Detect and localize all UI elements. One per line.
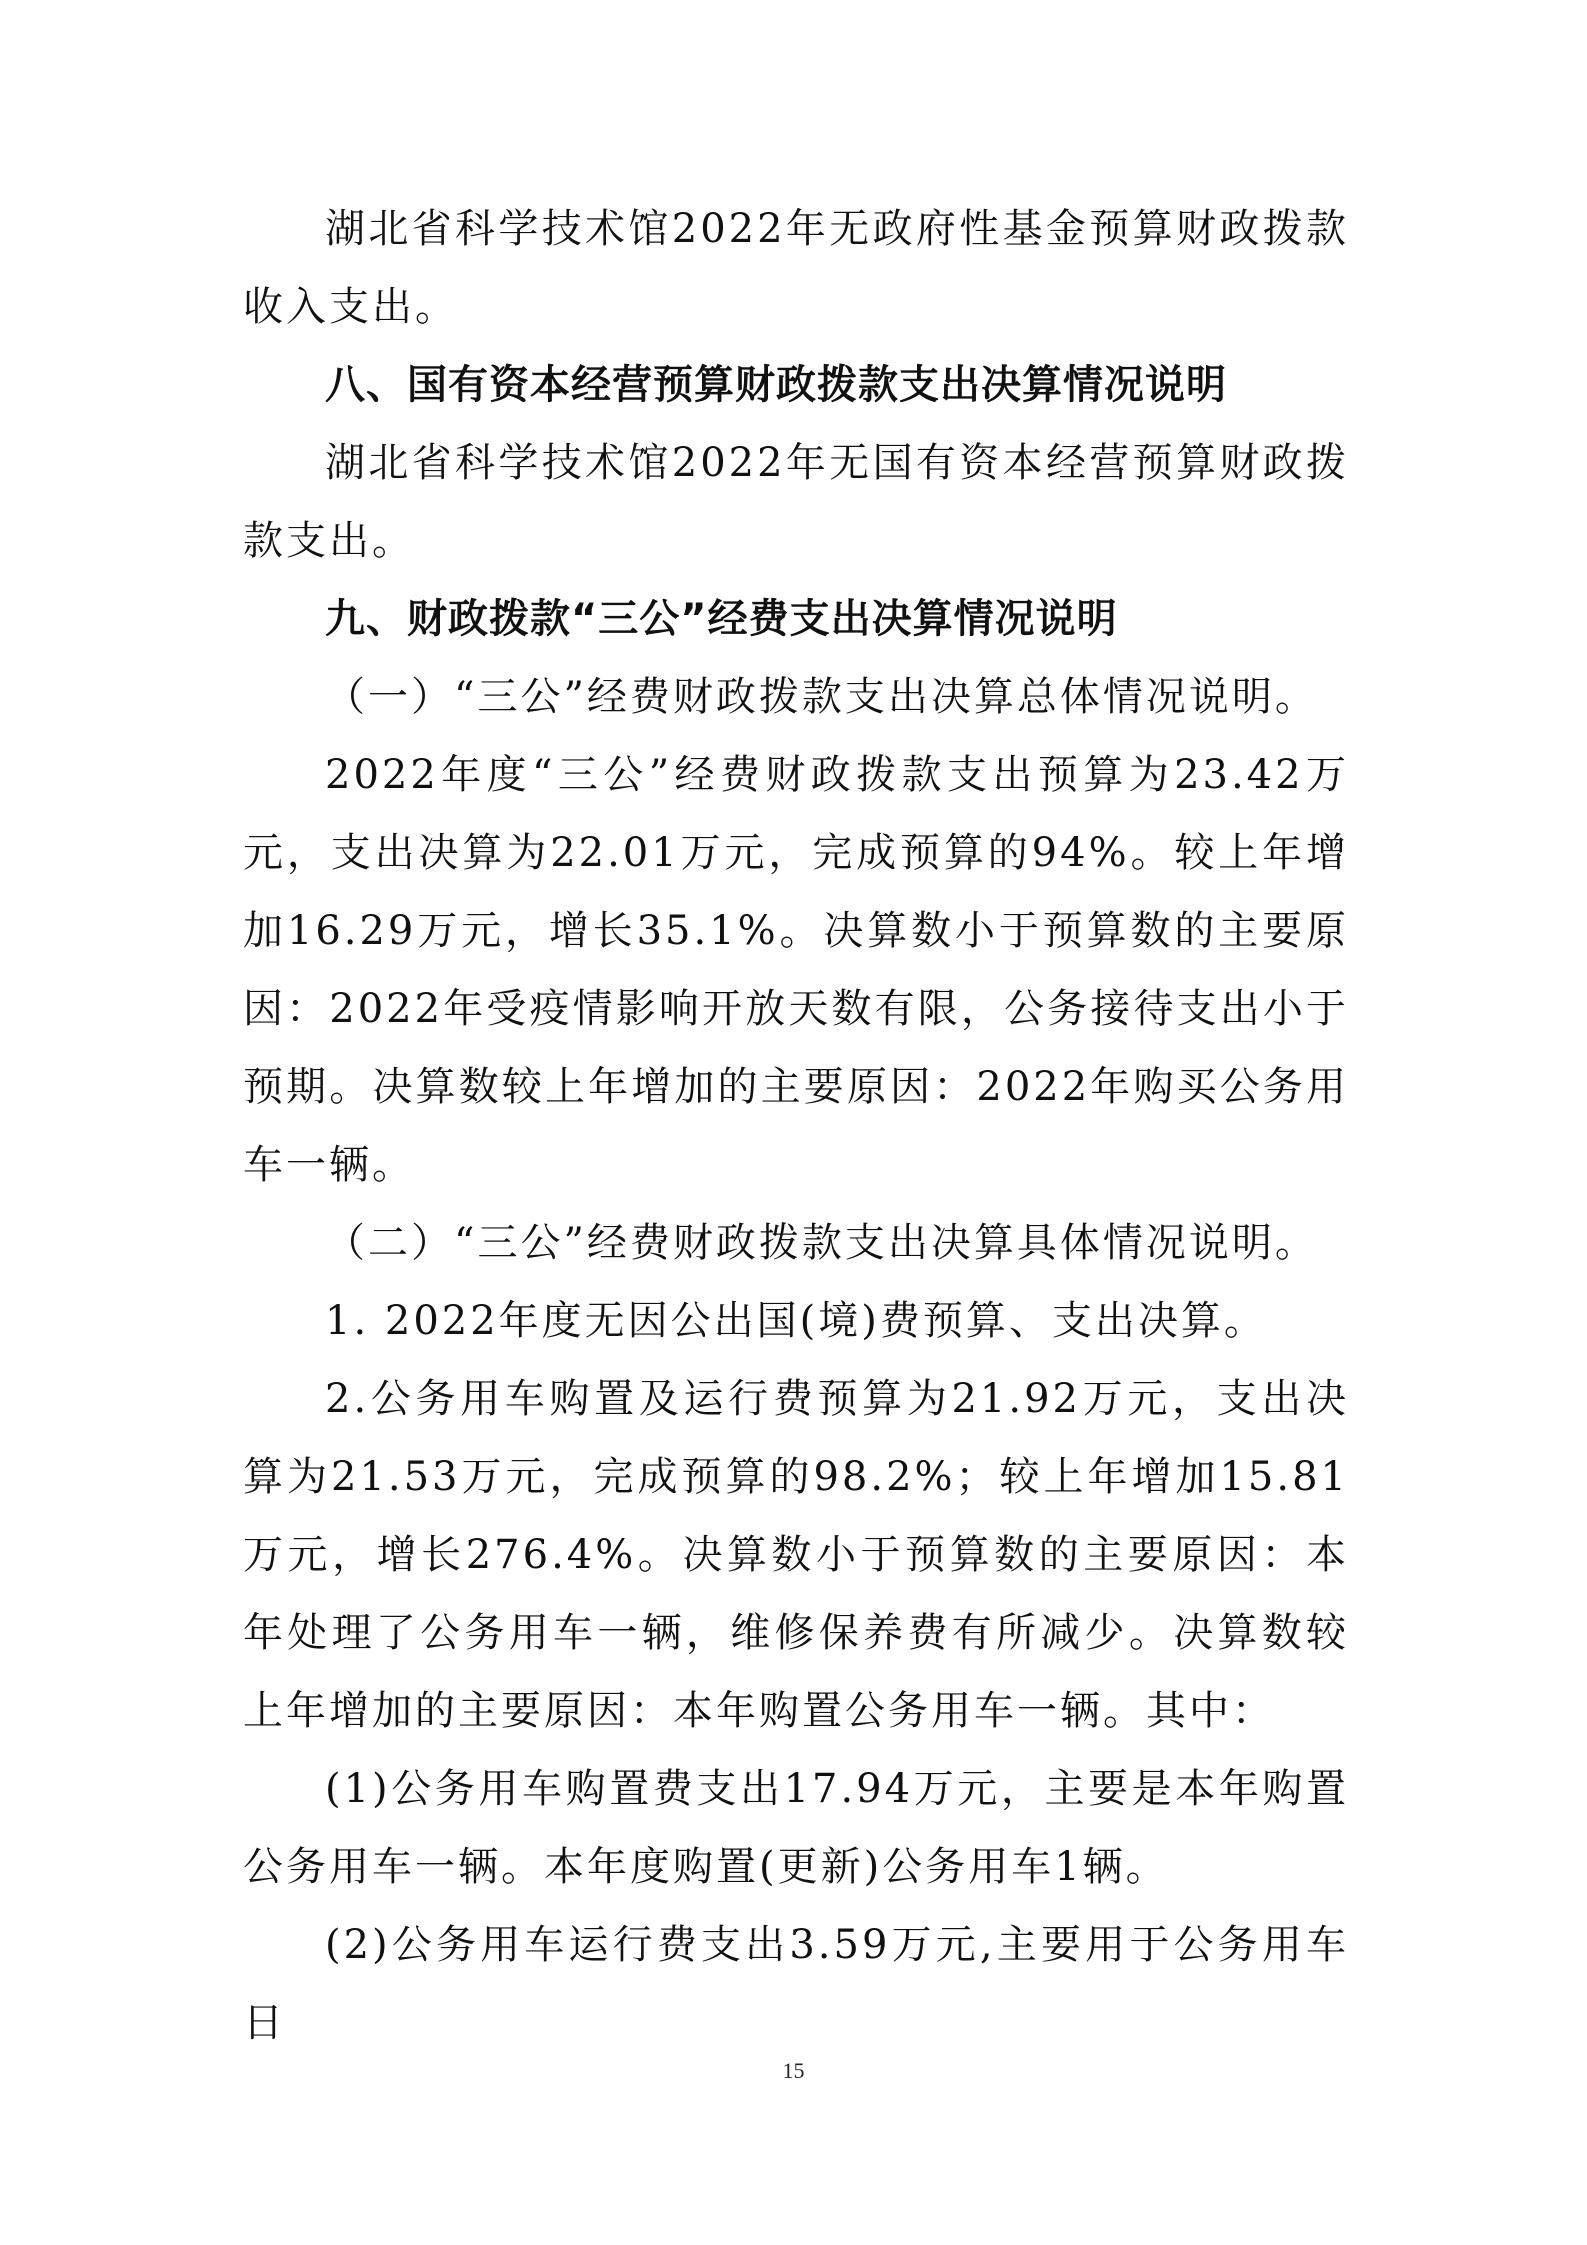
subheading-overall: （一）“三公”经费财政拨款支出决算总体情况说明。 xyxy=(325,674,1318,720)
paragraph-state-capital: 湖北省科学技术馆2022年无国有资本经营预算财政拨款支出。 xyxy=(243,440,1349,564)
paragraph-overall-details: 2022年度“三公”经费财政拨款支出预算为23.42万元，支出决算为22.01万元，完成预算的94%。较上年增加16.29万元，增长35.1%。决算数小于预算数的主要原因：2022年受疫情影响开放天数有限，公务接待支出小于预期。决算数较上年增加的主要原因：2022年购买公务用车一辆。 xyxy=(243,752,1349,1188)
paragraph-vehicle-costs: 2.公务用车购置及运行费预算为21.92万元，支出决算为21.53万元，完成预算的98.2%；较上年增加15.81万元，增长276.4%。决算数小于预算数的主要原因：本年处理了公务用车一辆，维修保养费有所减少。决算数较上年增加的主要原因：本年购置公务用车一辆。其中： xyxy=(243,1376,1349,1734)
paragraph-vehicle-operation: (2)公务用车运行费支出3.59万元,主要用于公务用车日 xyxy=(243,1922,1349,2046)
heading-section-9: 九、财政拨款“三公”经费支出决算情况说明 xyxy=(325,596,1118,642)
subheading-specific: （二）“三公”经费财政拨款支出决算具体情况说明。 xyxy=(325,1220,1318,1266)
paragraph-government-fund: 湖北省科学技术馆2022年无政府性基金预算财政拨款收入支出。 xyxy=(243,206,1349,330)
heading-section-8: 八、国有资本经营预算财政拨款支出决算情况说明 xyxy=(325,362,1227,408)
document-body xyxy=(243,190,1349,2062)
paragraph-vehicle-purchase: (1)公务用车购置费支出17.94万元，主要是本年购置公务用车一辆。本年度购置(更新)公务用车1辆。 xyxy=(243,1766,1349,1890)
paragraph-overseas-travel: 1. 2022年度无因公出国(境)费预算、支出决算。 xyxy=(325,1298,1267,1344)
page-number: 15 xyxy=(782,2058,805,2083)
